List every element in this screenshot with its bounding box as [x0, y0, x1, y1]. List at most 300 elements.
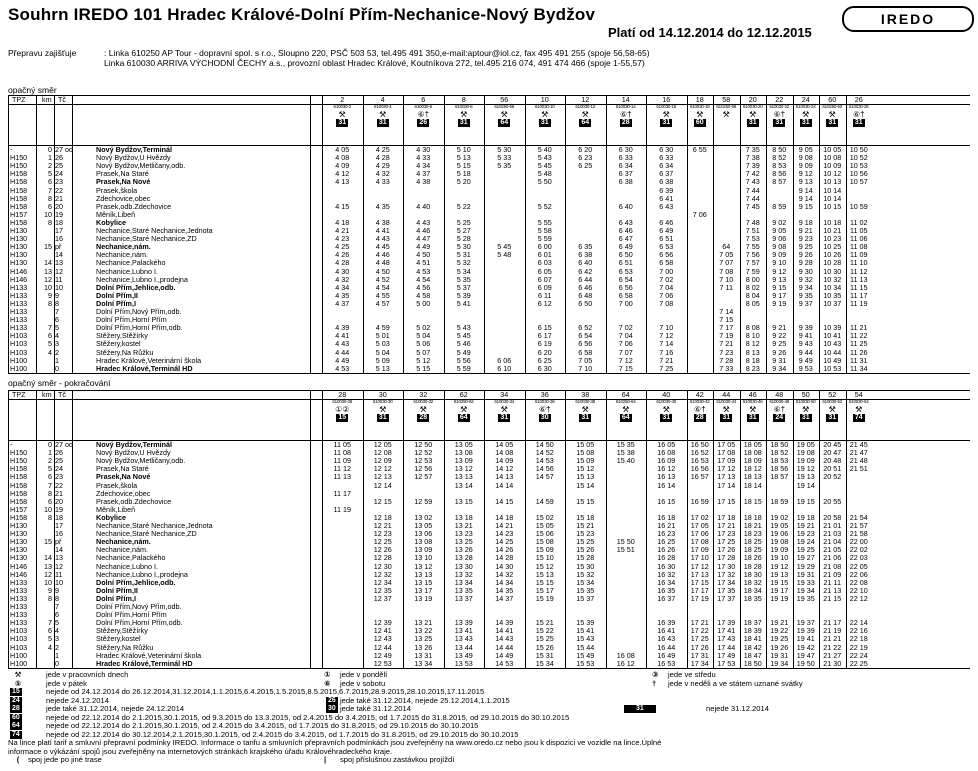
stop-name: Nechanice,Lubno I.: [96, 562, 158, 571]
departure-time: 5 45: [456, 331, 471, 341]
departure-time: 8 18: [745, 355, 760, 365]
stop-order: 16: [55, 234, 63, 244]
distance-km: 5: [48, 339, 52, 349]
departure-time: 17 08: [717, 448, 736, 458]
departure-time: 16 08: [657, 448, 676, 458]
departure-time: 10 57: [849, 177, 868, 187]
departure-time: 17 09: [717, 456, 736, 466]
stop-order: 7: [55, 602, 59, 611]
departure-time: 5 46: [456, 339, 471, 349]
departure-time: 8 53: [772, 161, 787, 171]
departure-time: 22 08: [849, 577, 868, 587]
departure-time: 4 43: [375, 234, 390, 244]
departure-time: 21 05: [823, 545, 842, 555]
departure-time: 18 23: [743, 529, 762, 539]
tariff-zone: H100: [10, 355, 28, 365]
restriction-badge: 31: [828, 119, 837, 126]
departure-time: 19 13: [796, 472, 815, 482]
operating-days-icon: ⚒: [379, 405, 387, 414]
departure-time: 8 10: [745, 331, 760, 341]
other-route-icon: (: [16, 755, 20, 764]
departure-time: 5 31: [456, 250, 471, 260]
departure-time: 15 53: [576, 658, 595, 668]
tariff-zone: H103: [10, 347, 28, 357]
legend-text: jede také 31.12.2014, nejede 25.12.2014,1.1.2015: [340, 695, 510, 705]
distance-km: 10: [44, 209, 52, 219]
departure-time: 12 39: [373, 618, 392, 628]
departure-time: 21 21: [823, 634, 842, 644]
departure-time: 18 32: [743, 577, 762, 587]
departure-time: 19 26: [770, 642, 789, 652]
departure-time: 9 12: [772, 266, 787, 276]
departure-time: 6 53: [618, 266, 633, 276]
stop-order: 20: [55, 201, 63, 211]
departure-time: 7 06: [618, 339, 633, 349]
departure-time: 6 58: [578, 347, 593, 357]
tariff-zone: H103: [10, 642, 28, 652]
departure-time: 17 26: [717, 545, 736, 555]
stop-name: Stěžery,Stěžírky: [96, 627, 148, 636]
operating-days-icon: ⚒: [379, 110, 387, 119]
stop-name: Kobylice: [96, 218, 126, 227]
departure-time: 9 25: [772, 339, 787, 349]
departure-time: 21 03: [823, 529, 842, 539]
departure-time: 16 57: [690, 472, 709, 482]
trip-number: 8: [461, 95, 466, 104]
departure-time: 15 10: [535, 553, 554, 563]
departure-time: 15 35: [576, 585, 595, 595]
departure-time: 11 15: [850, 282, 868, 292]
tariff-zone: H130: [10, 226, 28, 235]
departure-time: 19 18: [796, 512, 815, 522]
distance-km: 6: [48, 201, 52, 211]
departure-time: 14 43: [495, 634, 514, 644]
departure-time: 12 32: [373, 569, 392, 579]
departure-time: 15 21: [576, 521, 595, 530]
stop-order: 8: [55, 298, 59, 308]
departure-time: 10 35: [823, 290, 842, 300]
trip-header: [654, 96, 679, 127]
departure-time: 6 41: [659, 193, 674, 203]
stop-name: Nový Bydžov,Metličany,odb.: [96, 457, 186, 466]
departure-time: 17 21: [690, 618, 709, 628]
departure-time: 17 06: [690, 529, 709, 539]
departure-time: 16 09: [657, 456, 676, 466]
departure-time: 9 10: [772, 258, 787, 268]
trip-number: 42: [695, 390, 704, 399]
departure-time: 14 32: [495, 569, 514, 579]
departure-time: 15 21: [535, 618, 554, 628]
departure-time: 19 08: [770, 537, 789, 547]
departure-time: 5 45: [537, 161, 552, 171]
departure-time: 7 00: [618, 298, 633, 308]
departure-time: 4 35: [335, 290, 350, 300]
departure-time: 6 44: [578, 274, 593, 284]
departure-time: 6 58: [618, 290, 633, 300]
departure-time: 7 59: [745, 266, 760, 276]
departure-time: 15 38: [616, 448, 635, 458]
stop-order: 23: [55, 472, 63, 482]
departure-time: 7 38: [745, 153, 760, 163]
stop-order: 24: [55, 169, 63, 179]
departure-time: 16 18: [657, 512, 676, 522]
stop-name: Měník,Libeň: [96, 210, 136, 219]
stop-order: 1: [55, 650, 59, 660]
departure-time: 10 15: [823, 201, 842, 211]
departure-time: 4 59: [375, 323, 390, 333]
stop-order: 10: [55, 282, 63, 292]
departure-time: 14 08: [495, 448, 514, 458]
departure-time: 4 51: [416, 258, 431, 268]
stop-order: 13: [55, 258, 63, 268]
restriction-badge: 31: [775, 119, 784, 126]
legend-text: nejede od 22.12.2014 do 2.1.2015,30.1.2015, od 9.3.2015 do 13.3.2015, od 2.4.2015 do 3.4.2015, od 1.7.2015 do 31.8.2015, od 29.10.2015 do 30.10.2015: [46, 712, 570, 722]
restriction-badge: 26: [419, 119, 428, 126]
departure-time: 19 27: [796, 553, 815, 563]
tariff-zone: H130: [10, 553, 28, 563]
stop-order: 7: [55, 307, 59, 316]
departure-time: 12 15: [373, 496, 392, 506]
tariff-zone: H133: [10, 593, 28, 603]
trip-header: [820, 96, 845, 127]
stop-order: 14: [55, 250, 63, 260]
restriction-badge: 31: [828, 414, 837, 421]
tariff-zone: -: [10, 145, 13, 154]
trip-header: [714, 391, 739, 422]
trip-code: 610250-62: [453, 399, 474, 404]
departure-time: 12 30: [373, 561, 392, 571]
departure-time: 16 49: [657, 650, 676, 660]
departure-time: 18 08: [743, 448, 762, 458]
trip-number: 50: [801, 390, 810, 399]
departure-time: 6 43: [659, 201, 674, 211]
departure-time: 7 43: [745, 177, 760, 187]
trip-code: 610030-8: [455, 104, 473, 109]
departure-time: 10 08: [823, 153, 842, 163]
tariff-zone: H130: [10, 521, 28, 530]
restriction-badge: 60: [695, 119, 704, 126]
stop-name: Dolní Přím,Horní Přím,odb.: [96, 619, 183, 628]
tariff-zone: H146: [10, 274, 28, 284]
departure-time: 14 37: [495, 593, 514, 603]
departure-time: 18 13: [743, 472, 762, 482]
trip-number: 48: [775, 390, 784, 399]
departure-time: 5 15: [416, 363, 431, 373]
departure-time: 6 52: [578, 323, 593, 333]
departure-time: 4 41: [375, 226, 390, 235]
stop-name: Nechanice,Lubno I.: [96, 267, 158, 276]
tariff-zone: H158: [10, 185, 28, 195]
operating-days-icon: ⑥†: [693, 405, 706, 414]
departure-time: 13 34: [454, 577, 473, 587]
departure-time: 14 59: [535, 496, 554, 506]
trip-header: [793, 96, 818, 127]
departure-time: 16 37: [657, 593, 676, 603]
col-header-tpz: TPZ: [12, 95, 26, 104]
operating-days-icon: ⚒: [802, 405, 810, 414]
departure-time: 19 34: [770, 658, 789, 668]
stop-order: 19: [55, 504, 63, 514]
departure-time: 4 28: [335, 258, 350, 268]
departure-time: 4 58: [416, 290, 431, 300]
departure-time: 6 07: [537, 274, 552, 284]
distance-km: 9: [48, 585, 52, 595]
trip-code: 610030-38: [575, 399, 596, 404]
departure-time: 4 53: [416, 266, 431, 276]
departure-time: 4 33: [416, 153, 431, 163]
trip-number: 36: [540, 390, 549, 399]
departure-time: 4 44: [335, 347, 350, 357]
departure-time: 14 41: [495, 626, 514, 636]
badge-28: 28: [12, 705, 20, 712]
tariff-zone: H158: [10, 193, 28, 203]
departure-time: 7 04: [618, 331, 633, 341]
trip-header: [613, 96, 638, 127]
departure-time: 10 34: [823, 282, 842, 292]
departure-time: 14 56: [535, 464, 554, 474]
timetable-section-2: [8, 390, 970, 668]
departure-time: 6 56: [618, 282, 633, 292]
restriction-badge: 31: [662, 414, 671, 421]
logo-text: IREDO: [880, 11, 936, 27]
departure-time: 13 13: [454, 472, 473, 482]
departure-time: 9 13: [798, 177, 813, 187]
departure-time: 7 05: [719, 250, 734, 260]
departure-time: 4 47: [416, 234, 431, 244]
departure-time: 17 05: [690, 521, 709, 530]
departure-time: 21 57: [849, 521, 868, 530]
departure-time: 9 37: [798, 298, 813, 308]
departure-time: 5 49: [456, 347, 471, 357]
departure-time: 9 26: [772, 347, 787, 357]
departure-time: 10 53: [849, 161, 868, 171]
departure-time: 19 05: [770, 521, 789, 530]
trip-number: 26: [854, 95, 863, 104]
departure-time: 21 04: [823, 537, 842, 547]
operating-days-icon: ⚒: [338, 110, 346, 119]
stop-name: Nový Bydžov,Terminál: [96, 146, 173, 154]
departure-time: 4 34: [335, 282, 350, 292]
departure-time: 7 23: [719, 347, 734, 357]
trip-code: 610030-14: [615, 104, 636, 109]
departure-time: 13 17: [414, 585, 433, 595]
departure-time: 6 25: [537, 355, 552, 365]
departure-time: 22 19: [849, 642, 868, 652]
table-row: [8, 603, 970, 611]
departure-time: 4 49: [335, 355, 350, 365]
departure-time: 12 18: [373, 512, 392, 522]
distance-km: 8: [48, 512, 52, 522]
departure-time: 13 19: [414, 593, 433, 603]
departure-time: 15 44: [576, 642, 595, 652]
departure-time: 22 10: [849, 585, 868, 595]
departure-time: 12 53: [414, 456, 433, 466]
stop-order: 17: [55, 226, 63, 235]
departure-time: 18 12: [743, 464, 762, 474]
departure-time: 12 49: [373, 650, 392, 660]
departure-time: 12 09: [373, 456, 392, 466]
departure-time: 18 26: [743, 553, 762, 563]
departure-time: 19 50: [796, 658, 815, 668]
legend-text: nejede 31.12.2014: [706, 704, 769, 713]
departure-time: 4 28: [375, 153, 390, 163]
departure-time: 13 23: [454, 529, 473, 539]
departure-time: 5 28: [456, 234, 471, 244]
stop-order: 2: [55, 642, 59, 652]
departure-time: 5 04: [416, 331, 431, 341]
departure-time: 17 34: [717, 577, 736, 587]
departure-time: 10 25: [823, 242, 842, 252]
departure-time: 17 05: [717, 440, 736, 449]
departure-time: 10 13: [823, 177, 842, 187]
tariff-zone: H133: [10, 577, 28, 587]
departure-time: 4 32: [375, 169, 390, 179]
departure-time: 13 39: [454, 618, 473, 628]
departure-time: 17 30: [717, 561, 736, 571]
departure-time: 6 38: [659, 177, 674, 187]
departure-time: 14 30: [495, 561, 514, 571]
stop-order: 18: [55, 512, 63, 522]
trip-code: 610030-26: [848, 104, 869, 109]
legend-text: jede v pracovních dnech: [46, 670, 129, 679]
departure-time: 17 23: [717, 529, 736, 539]
stop-order: 26: [55, 448, 63, 458]
trip-code: 610030-28: [332, 399, 353, 404]
departure-time: 4 05: [335, 145, 350, 154]
stop-order: 26: [55, 153, 63, 163]
departure-time: 18 21: [743, 521, 762, 530]
departure-time: 7 35: [745, 145, 760, 154]
departure-time: 4 38: [375, 217, 390, 227]
departure-time: 9 43: [798, 339, 813, 349]
departure-time: 21 06: [823, 553, 842, 563]
stop-name: Zdechovice,obec: [96, 194, 151, 203]
stop-name: Hradec Králové,Veterinární škola: [96, 356, 202, 365]
restriction-badge: 24: [775, 414, 784, 421]
departure-time: 9 15: [798, 201, 813, 211]
departure-time: 12 50: [414, 440, 433, 449]
departure-time: 20 58: [823, 512, 842, 522]
departure-time: 9 09: [798, 161, 813, 171]
departure-time: 19 21: [796, 521, 815, 530]
operating-days-icon: ⚒: [460, 405, 468, 414]
trip-number: 14: [621, 95, 630, 104]
departure-time: 8 04: [745, 290, 760, 300]
departure-time: 20 55: [823, 496, 842, 506]
trip-header: [330, 96, 355, 127]
departure-time: 22 12: [849, 593, 868, 603]
stop-order: 12: [55, 266, 63, 276]
stop-order: 6: [55, 315, 59, 325]
departure-time: 5 27: [456, 226, 471, 235]
departure-time: 5 13: [375, 363, 390, 373]
departure-time: 7 57: [745, 258, 760, 268]
departure-time: 16 43: [657, 634, 676, 644]
departure-time: 6 09: [537, 282, 552, 292]
departure-time: 18 39: [743, 626, 762, 636]
departure-time: 14 12: [495, 464, 514, 474]
tariff-zone: H158: [10, 480, 28, 490]
tariff-zone: H133: [10, 602, 28, 611]
departure-time: 8 13: [745, 347, 760, 357]
stop-name: Nechanice,Palackého: [96, 259, 166, 268]
departure-time: 7 15: [719, 315, 734, 325]
departure-time: 4 08: [335, 153, 350, 163]
departure-time: 13 15: [454, 496, 473, 506]
legend-text: jede také 31.12.2014: [340, 704, 411, 713]
stop-order: př: [55, 242, 62, 252]
departure-time: 21 15: [823, 593, 842, 603]
trip-code: 610030-4: [374, 104, 392, 109]
departure-time: 15 09: [535, 545, 554, 555]
operating-days-icon: ⚒: [802, 110, 810, 119]
stop-name: Hradec Králové,Veterinární škola: [96, 651, 202, 660]
departure-time: 6 55: [692, 145, 707, 154]
departure-time: 19 23: [796, 529, 815, 539]
badge-30: 30: [328, 705, 336, 712]
departure-time: 18 41: [743, 634, 762, 644]
departure-time: 11 10: [850, 258, 868, 268]
stop-name: Dolní Přím,II: [96, 291, 138, 300]
trip-code: 610030-50: [795, 399, 816, 404]
trip-number: 34: [500, 390, 509, 399]
departure-time: 4 43: [335, 339, 350, 349]
departure-time: 6 37: [618, 169, 633, 179]
departure-time: 15 50: [616, 537, 635, 547]
departure-time: 6 47: [618, 234, 633, 244]
operating-days-icon: ⚒: [828, 110, 836, 119]
departure-time: 16 14: [657, 480, 676, 490]
trip-header: [532, 96, 557, 127]
trip-number: 56: [500, 95, 509, 104]
trip-code: 610030-54: [848, 399, 869, 404]
departure-time: 10 30: [823, 266, 842, 276]
departure-time: 9 30: [798, 266, 813, 276]
departure-time: 21 47: [849, 448, 868, 458]
badge-64: 64: [12, 722, 20, 729]
trip-header: [573, 391, 598, 422]
departure-time: 9 08: [798, 153, 813, 163]
legend-text: jede také 31.12.2014, nejede 24.12.2014: [46, 704, 185, 713]
departure-time: 7 44: [745, 193, 760, 203]
operating-days-icon: ⑥†: [852, 110, 865, 119]
trip-header: [370, 391, 395, 422]
departure-time: 5 25: [456, 217, 471, 227]
departure-time: 4 33: [375, 177, 390, 187]
departure-time: 7 07: [618, 347, 633, 357]
departure-time: 11 06: [850, 234, 868, 244]
departure-time: 10 59: [849, 201, 868, 211]
distance-km: 5: [48, 634, 52, 644]
restriction-badge: 31: [500, 414, 509, 421]
departure-time: 11 19: [850, 298, 868, 308]
departure-time: 15 19: [535, 593, 554, 603]
departure-time: 17 32: [717, 569, 736, 579]
departure-time: 9 14: [798, 185, 813, 195]
distance-km: 7: [48, 480, 52, 490]
tariff-zone: H158: [10, 169, 28, 179]
stop-order: 14: [55, 545, 63, 555]
operating-days-icon: ⚒: [749, 110, 757, 119]
departure-time: 18 28: [743, 561, 762, 571]
departure-time: 4 26: [335, 250, 350, 260]
departure-time: 4 18: [335, 217, 350, 227]
departure-time: 6 01: [537, 250, 552, 260]
departure-time: 16 12: [657, 464, 676, 474]
departure-time: 6 19: [537, 339, 552, 349]
departure-time: 12 14: [373, 480, 392, 490]
departure-time: 8 05: [745, 298, 760, 308]
